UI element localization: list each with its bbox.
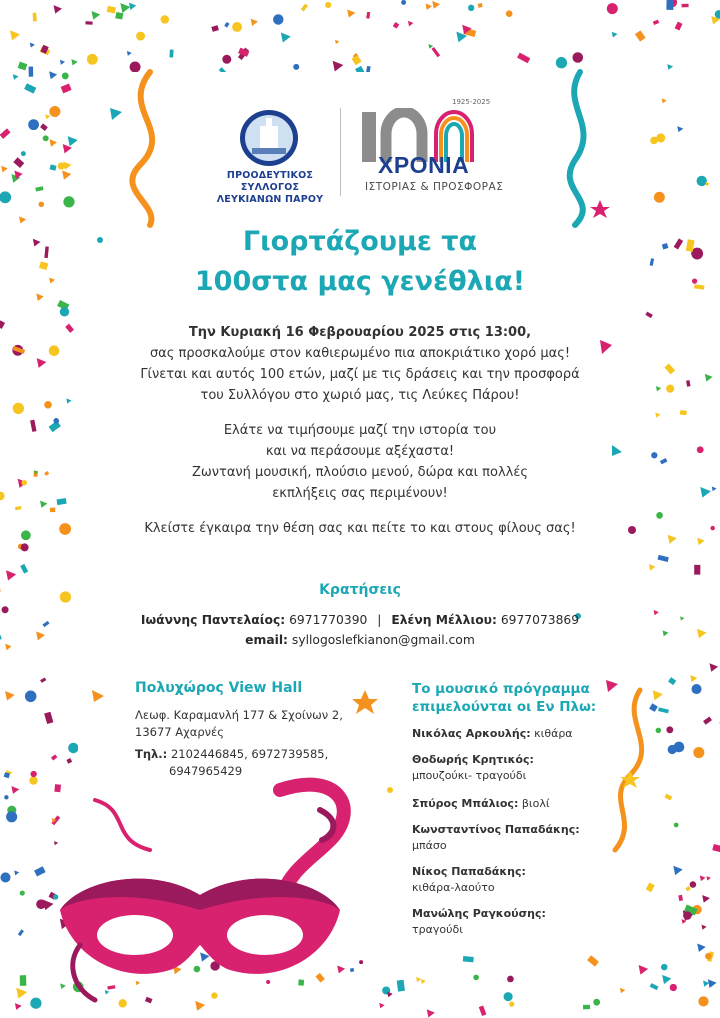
program-heading-line2: επιμελούνται οι Εν Πλω: (412, 699, 597, 715)
association-name-line1: ΠΡΟΟΔΕΥΤΙΚΟΣ ΣΥΛΛΟΓΟΣ (226, 170, 314, 193)
invite-p1-line2: σας προσκαλούμε στον καθιερωμένο πια αποκριάτικο χορό μας! (149, 346, 571, 361)
musician-instrument: μπάσο (412, 839, 447, 852)
musician-item (412, 796, 632, 822)
musician-item (412, 822, 632, 864)
musician-name: Σπύρος Μπάλιος: (412, 797, 519, 810)
carnival-mask-illustration (40, 770, 370, 1010)
event-title-line1: Γιορτάζουμε τα (242, 226, 478, 257)
musician-instrument: βιολί (521, 797, 550, 810)
event-title-line2: 100στα μας γενέθλια! (194, 266, 526, 297)
association-name-line2: ΛΕΥΚΙΑΝΩΝ ΠΑΡΟΥ (216, 194, 324, 205)
musician-instrument: κιθάρα-λαούτο (412, 881, 495, 894)
invite-p2-line2: και να περάσουμε αξέχαστα! (265, 444, 455, 459)
contact2-phone[interactable]: 6977073869 (500, 613, 580, 627)
venue-heading: Πολυχώρος View Hall (135, 680, 303, 696)
invite-p2-line3: Ζωντανή μουσική, πλούσιο μενού, δώρα και πολλές (191, 465, 529, 480)
anniversary-years: 1925-2025 (452, 98, 491, 106)
musician-instrument: τραγούδι (412, 923, 463, 936)
invite-p2-line1: Ελάτε να τιμήσουμε μαζί την ιστορία του (223, 423, 497, 438)
musician-name: Κωνσταντίνος Παπαδάκης: (412, 823, 580, 836)
musicians-list (412, 726, 632, 946)
anniversary-word: ΧΡΟΝΙΑ (378, 152, 470, 178)
program-heading-line1: Το μουσικό πρόγραμμα (412, 681, 590, 697)
venue-address-line1: Λεωφ. Καραμανλή 177 & Σχοίνων 2, (135, 708, 343, 722)
musician-instrument: κιθάρα (534, 727, 573, 740)
musician-item (412, 726, 632, 752)
email-label: email: (245, 633, 288, 647)
contact2-name: Ελένη Μέλλιου: (391, 613, 497, 627)
anniversary-tagline: ΙΣΤΟΡΙΑΣ & ΠΡΟΣΦΟΡΑΣ (365, 181, 504, 193)
reservations-email (100, 630, 620, 651)
event-title (160, 222, 560, 302)
musician-name: Νικόλας Αρκουλής: (412, 727, 531, 740)
venue-address-line2: 13677 Αχαρνές (135, 725, 225, 739)
venue-phone-label: Τηλ.: (135, 747, 168, 761)
invite-p3: Κλείστε έγκαιρα την θέση σας και πείτε το και στους φίλους σας! (144, 521, 576, 536)
invite-p1-line4: του Συλλόγου στο χωριό μας, τις Λεύκες Πάρου! (200, 388, 520, 403)
musician-item (412, 752, 632, 796)
association-seal-logo (238, 108, 300, 168)
reservations-heading: Κρατήσεις (319, 582, 401, 598)
venue-phone-line2[interactable]: 6947965429 (169, 764, 243, 778)
invitation-text (110, 322, 610, 539)
musician-name: Μανώλης Ραγκούσης: (412, 907, 546, 920)
email-link[interactable]: syllogoslefkianon@gmail.com (291, 633, 475, 647)
logo-divider (340, 108, 341, 196)
venue-phone (135, 746, 385, 780)
musician-item (412, 864, 632, 906)
reservations-contacts (100, 610, 620, 631)
venue-address (135, 707, 385, 741)
invite-p2-line4: εκπλήξεις σας περιμένουν! (272, 486, 448, 501)
venue-phone-line1[interactable]: 2102446845, 6972739585, (170, 747, 329, 761)
event-date: Την Κυριακή 16 Φεβρουαρίου 2025 στις 13:00, (188, 325, 532, 340)
contact-separator: | (377, 613, 382, 627)
invite-p1-line3: Γίνεται και αυτός 100 ετών, μαζί με τις δράσεις και την προσφορά (140, 367, 580, 382)
musician-name: Θοδωρής Κρητικός: (412, 753, 534, 766)
contact1-phone[interactable]: 6971770390 (289, 613, 368, 627)
musician-item (412, 906, 632, 946)
association-name (215, 170, 325, 206)
contact1-name: Ιωάννης Παντελαίος: (140, 613, 286, 627)
musician-instrument: μπουζούκι- τραγούδι (412, 769, 527, 782)
musician-name: Νίκος Παπαδάκης: (412, 865, 526, 878)
program-heading (412, 680, 632, 716)
